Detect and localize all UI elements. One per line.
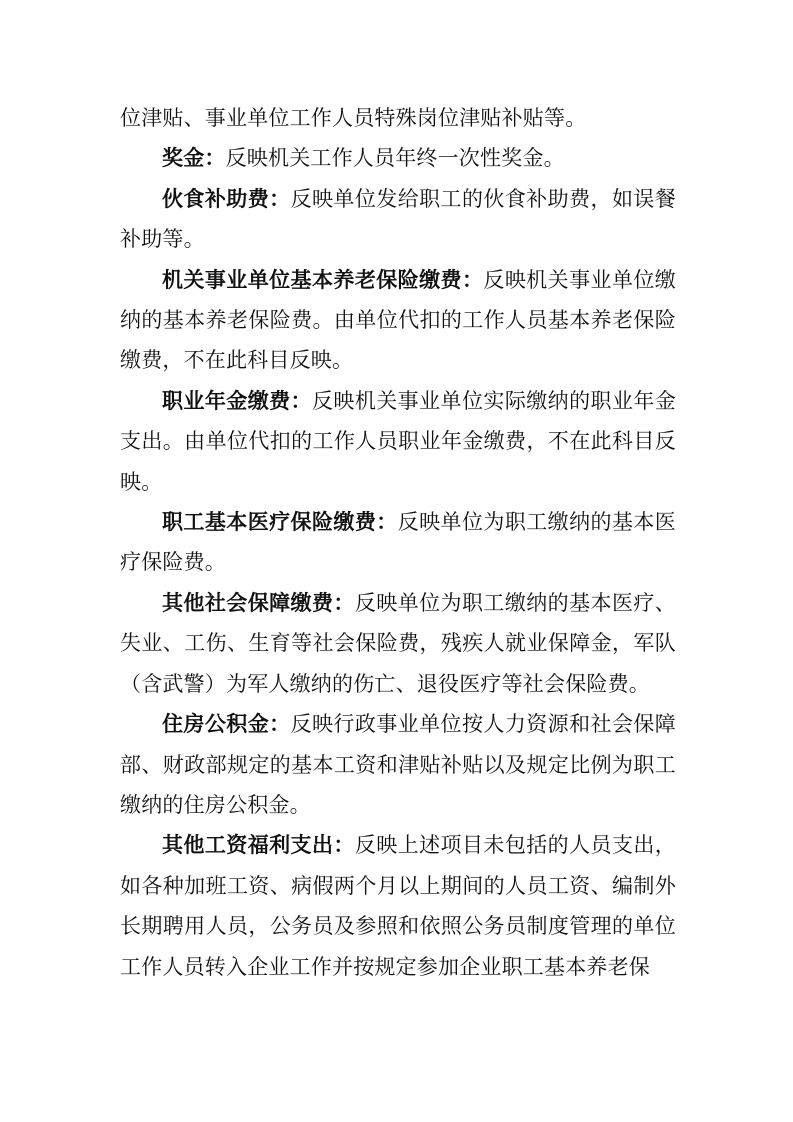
term-other-social-security: 其他社会保障缴费：: [162, 590, 355, 615]
paragraph-body: 位津贴、事业单位工作人员特殊岗位津贴补贴等。: [120, 106, 587, 130]
paragraph-other-wage-welfare: [120, 825, 676, 987]
paragraph-body: 反映机关事业单位实际缴纳的职业年金支出。由单位代扣的工作人员职业年金缴费，不在此科目反映。: [120, 388, 676, 494]
paragraph-body: 反映行政事业单位按人力资源和社会保障部、财政部规定的基本工资和津贴补贴以及规定比例为职工缴纳的住房公积金。: [120, 712, 676, 817]
document-body: [120, 98, 676, 987]
paragraph-body: 反映上述项目未包括的人员支出，如各种加班工资、病假两个月以上期间的人员工资、编制外长期聘用人员，公务员及参照和依照公务员制度管理的单位工作人员转入企业工作并按规定参加企业职工基本养老保: [120, 833, 676, 979]
paragraph-continuation: [120, 98, 676, 138]
paragraph-body: 反映机关事业单位缴纳的基本养老保险费。由单位代扣的工作人员基本养老保险缴费，不在此科目反映。: [120, 267, 676, 373]
term-other-wage-welfare: 其他工资福利支出：: [162, 833, 355, 858]
term-bonus: 奖金：: [162, 146, 226, 171]
paragraph-body: 反映机关工作人员年终一次性奖金。: [225, 146, 565, 171]
term-pension-insurance: 机关事业单位基本养老保险缴费：: [162, 267, 484, 292]
paragraph-body: 反映单位发给职工的伙食补助费，如误餐补助等。: [120, 186, 676, 252]
term-meal-subsidy: 伙食补助费：: [162, 186, 291, 211]
paragraph-other-social-security: [120, 583, 676, 704]
paragraph-medical-insurance: [120, 502, 676, 583]
term-housing-fund: 住房公积金：: [162, 712, 291, 737]
paragraph-meal-subsidy: [120, 179, 676, 260]
paragraph-body: 反映单位为职工缴纳的基本医疗、失业、工伤、生育等社会保险费，残疾人就业保障金，军队（含武警）为军人缴纳的伤亡、退役医疗等社会保险费。: [120, 590, 676, 696]
term-occupational-annuity: 职业年金缴费：: [162, 388, 312, 413]
paragraph-body: 反映单位为职工缴纳的基本医疗保险费。: [120, 510, 676, 575]
paragraph-occupational-annuity: [120, 381, 676, 502]
paragraph-bonus: [120, 138, 676, 178]
term-medical-insurance: 职工基本医疗保险缴费：: [162, 510, 398, 535]
paragraph-housing-fund: [120, 704, 676, 825]
paragraph-pension-insurance: [120, 260, 676, 381]
